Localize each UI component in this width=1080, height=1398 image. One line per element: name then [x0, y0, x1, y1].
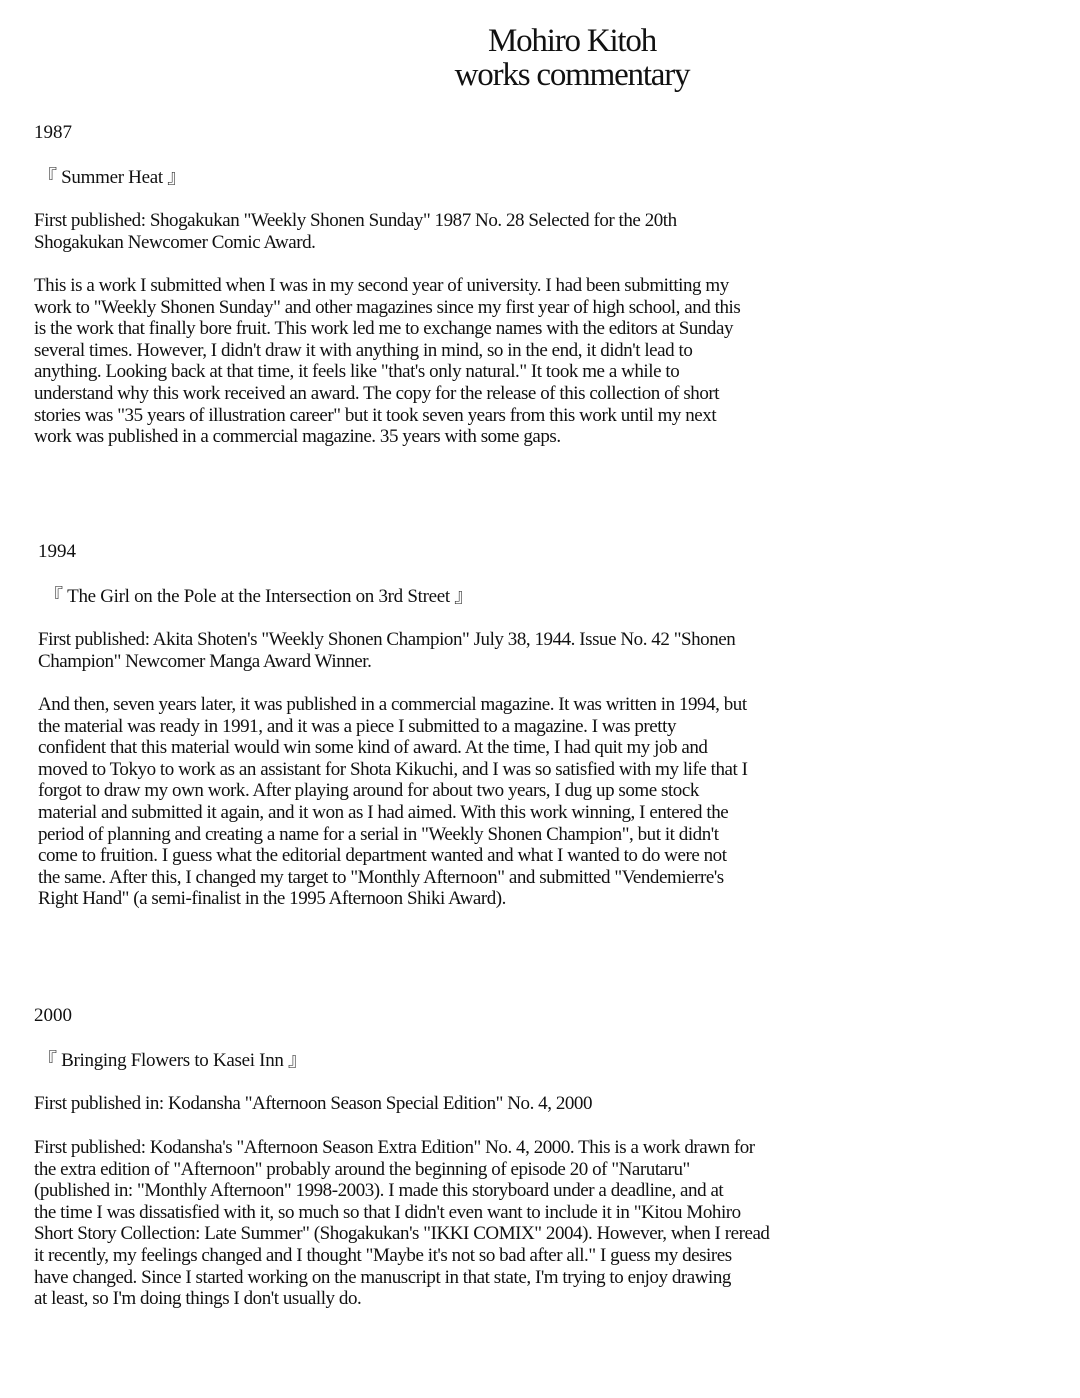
text-line: the material was ready in 1991, and it was a piece I submitted to a magazine. I was pretty: [38, 715, 676, 737]
text-line: This is a work I submitted when I was in my second year of university. I had been submitting my: [34, 275, 729, 296]
text-line: Right Hand" (a semi-finalist in the 1995 Afternoon Shiki Award).: [38, 888, 506, 910]
work-title: 『 Bringing Flowers to Kasei Inn 』: [38, 1050, 307, 1071]
text-line: several times. However, I didn't draw it with anything in mind, so in the end, it didn't lead to: [34, 339, 693, 361]
text-line: First published in: Kodansha "Afternoon Season Special Edition" No. 4, 2000: [34, 1093, 593, 1114]
commentary-paragraph: [38, 694, 748, 910]
text-line: Short Story Collection: Late Summer" (Shogakukan's "IKKI COMIX" 2004). However, when I reread: [34, 1223, 770, 1245]
text-line: anything. Looking back at that time, it feels like "that's only natural." It took me a while to: [34, 361, 680, 383]
text-line: (published in: "Monthly Afternoon" 1998-2003). I made this storyboard under a deadline, and at: [34, 1180, 724, 1202]
text-line: the time I was dissatisfied with it, so much so that I didn't even want to include it in "Kitou Mohiro: [34, 1201, 741, 1223]
text-line: material and submitted it again, and it won as I had aimed. With this work winning, I entered the: [38, 801, 729, 823]
publication-info: [34, 1093, 592, 1115]
text-line: work to "Weekly Shonen Sunday" and other magazines since my first year of high school, and this: [34, 296, 741, 318]
text-line: Shogakukan Newcomer Comic Award.: [34, 231, 316, 253]
text-line: forgot to draw my own work. After playing around for about two years, I dug up some stock: [38, 780, 699, 802]
text-line: the same. After this, I changed my target to "Monthly Afternoon" and submitted "Vendemierre's: [38, 866, 724, 888]
text-line: And then, seven years later, it was published in a commercial magazine. It was written in 1994, but: [38, 694, 747, 715]
work-title: 『 Summer Heat 』: [38, 167, 187, 188]
text-line: Champion" Newcomer Manga Award Winner.: [38, 650, 372, 672]
year-heading: 2000: [34, 1005, 72, 1026]
text-line: stories was "35 years of illustration career" but it took seven years from this work until my next: [34, 404, 717, 426]
year-heading: 1987: [34, 122, 72, 143]
text-line: at least, so I'm doing things I don't usually do.: [34, 1288, 362, 1310]
text-line: it recently, my feelings changed and I thought "Maybe it's not so bad after all." I guess my desires: [34, 1244, 732, 1266]
text-line: period of planning and creating a name for a serial in "Weekly Shonen Champion", but it didn't: [38, 823, 719, 845]
text-line: First published: Shogakukan "Weekly Shonen Sunday" 1987 No. 28 Selected for the 20th: [34, 210, 677, 231]
commentary-paragraph: [34, 275, 740, 448]
document-title: [32, 24, 1080, 92]
text-line: moved to Tokyo to work as an assistant for Shota Kikuchi, and I was so satisfied with my life that I: [38, 758, 748, 780]
text-line: confident that this material would win some kind of award. At the time, I had quit my job and: [38, 737, 708, 759]
text-line: is the work that finally bore fruit. This work led me to exchange names with the editors at Sunday: [34, 318, 734, 340]
title-line-2: works commentary: [454, 57, 690, 93]
work-title: 『 The Girl on the Pole at the Intersection on 3rd Street 』: [44, 586, 473, 607]
publication-info: [34, 210, 677, 253]
text-line: come to fruition. I guess what the editorial department wanted and what I wanted to do were not: [38, 845, 727, 867]
text-line: First published: Kodansha's "Afternoon Season Extra Edition" No. 4, 2000. This is a work drawn for: [34, 1137, 755, 1158]
year-heading: 1994: [38, 541, 76, 562]
title-line-1: Mohiro Kitoh: [487, 23, 657, 59]
publication-info: [38, 629, 735, 672]
text-line: work was published in a commercial magazine. 35 years with some gaps.: [34, 426, 561, 448]
text-line: the extra edition of "Afternoon" probably around the beginning of episode 20 of "Narutaru": [34, 1158, 690, 1180]
commentary-paragraph: [34, 1137, 769, 1310]
text-line: First published: Akita Shoten's "Weekly Shonen Champion" July 38, 1944. Issue No. 42 "Shonen: [38, 629, 736, 650]
text-line: have changed. Since I started working on the manuscript in that state, I'm trying to enjoy drawing: [34, 1266, 731, 1288]
text-line: understand why this work received an award. The copy for the release of this collection of short: [34, 382, 720, 404]
